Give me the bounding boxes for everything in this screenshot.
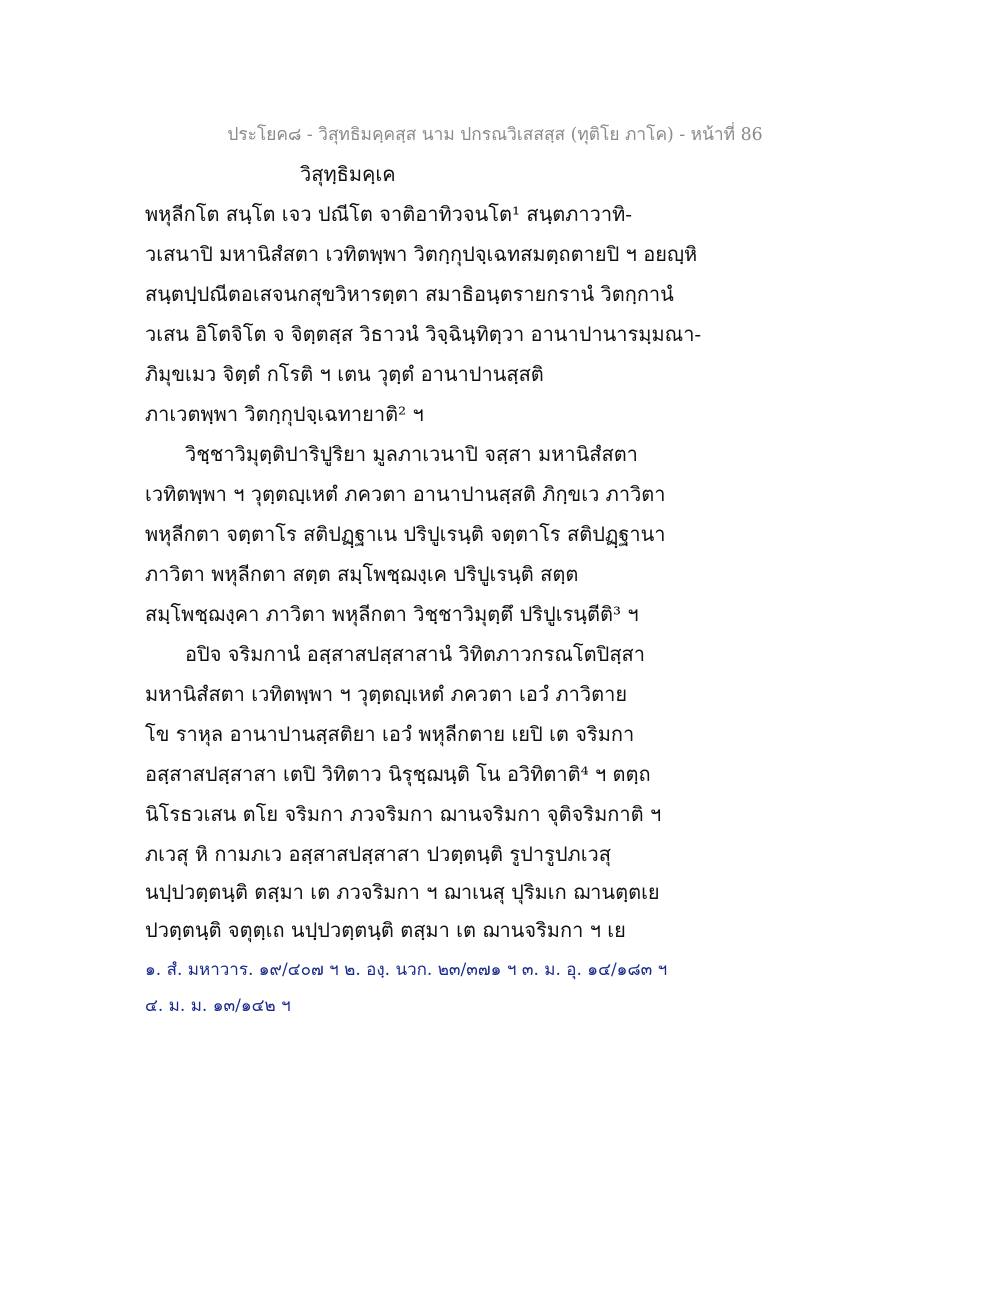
text-line: สนฺตปฺปณีตอเสจนกสุขวิหารตฺตา สมาธิอนฺตรายกรานํ วิตกฺกานํ: [145, 282, 674, 306]
text-line: โข ราหุล อานาปานสฺสติยา เอวํ พหุลีกตาย เยปิ เต จริมกา: [145, 722, 635, 746]
text-line: สมฺโพชฺฌงฺคา ภาวิตา พหุลีกตา วิชฺชาวิมุตฺตึ ปริปูเรนฺตีติ³ ฯ: [145, 602, 639, 626]
text-line: มหานิสํสตา เวทิตพฺพา ฯ วุตฺตญฺเหตํ ภควตา เอวํ ภาวิตาย: [145, 682, 628, 706]
text-line: ภาวิตา พหุลีกตา สตฺต สมฺโพชฺฌงฺเค ปริปูเรนฺติ สตฺต: [145, 562, 579, 586]
text-line: นิโรธวเสน ตโย จริมกา ภวจริมกา ฌานจริมกา จุติจริมกาติ ฯ: [145, 802, 662, 826]
running-header: ประโยค๘ - วิสุทธิมคฺคสฺส นาม ปกรณวิเสสสฺส (ทุติโย ภาโค) - หน้าที่ 86: [227, 125, 763, 145]
footnote-line: ๔. ม. ม. ๑๓/๑๔๒ ฯ: [145, 996, 291, 1016]
section-title: วิสุทฺธิมคฺเค: [300, 162, 396, 186]
text-line: ปวตฺตนฺติ จตุตฺเถ นปฺปวตฺตนฺติ ตสฺมา เต ฌานจริมกา ฯ เย: [145, 918, 626, 942]
footnote-line: ๑. สํ. มหาวาร. ๑๙/๔๐๗ ฯ ๒. องฺ. นวก. ๒๓/๓๗๑ ฯ ๓. ม. อุ. ๑๔/๑๘๓ ฯ: [145, 960, 668, 980]
text-line: เวทิตพฺพา ฯ วุตฺตญฺเหตํ ภควตา อานาปานสฺสติ ภิกฺขเว ภาวิตา: [145, 482, 666, 506]
text-line: ภเวสุ หิ กามภเว อสฺสาสปสฺสาสา ปวตฺตนฺติ รูปารูปภเวสุ: [145, 842, 611, 866]
text-line: ภาเวตพฺพา วิตกฺกุปจฺเฉทายาติ² ฯ: [145, 402, 424, 426]
text-line: พหุลีกตา จตฺตาโร สติปฏฺฐาเน ปริปูเรนฺติ จตฺตาโร สติปฏฺฐานา: [145, 522, 666, 546]
text-line: วเสนาปิ มหานิสํสตา เวทิตพฺพา วิตกฺกุปจฺเฉทสมตฺถตายปิ ฯ อยญฺหิ: [145, 242, 698, 266]
text-line: อสฺสาสปสฺสาสา เตปิ วิทิตาว นิรุชฺฌนฺติ โน อวิทิตาติ⁴ ฯ ตตฺถ: [145, 762, 651, 786]
paragraph-first-line: วิชฺชาวิมุตฺติปาริปูริยา มูลภาเวนาปิ จสฺสา มหานิสํสตา: [185, 442, 638, 466]
paragraph-first-line: อปิจ จริมกานํ อสฺสาสปสฺสาสานํ วิทิตภาวกรณโตปิสฺสา: [185, 642, 645, 666]
text-line: วเสน อิโตจิโต จ จิตฺตสฺส วิธาวนํ วิจฺฉินฺทิตฺวา อานาปานารมฺมณา-: [145, 322, 702, 346]
text-line: พหุลีกโต สนฺโต เจว ปณีโต จาติอาทิวจนโต¹ สนฺตภาวาทิ-: [145, 202, 633, 226]
text-line: นปฺปวตฺตนฺติ ตสฺมา เต ภวจริมกา ฯ ฌาเนสุ ปุริมเก ฌานตฺตเย: [145, 880, 660, 904]
text-line: ภิมุขเมว จิตฺตํ กโรติ ฯ เตน วุตฺตํ อานาปานสฺสติ: [145, 362, 544, 386]
